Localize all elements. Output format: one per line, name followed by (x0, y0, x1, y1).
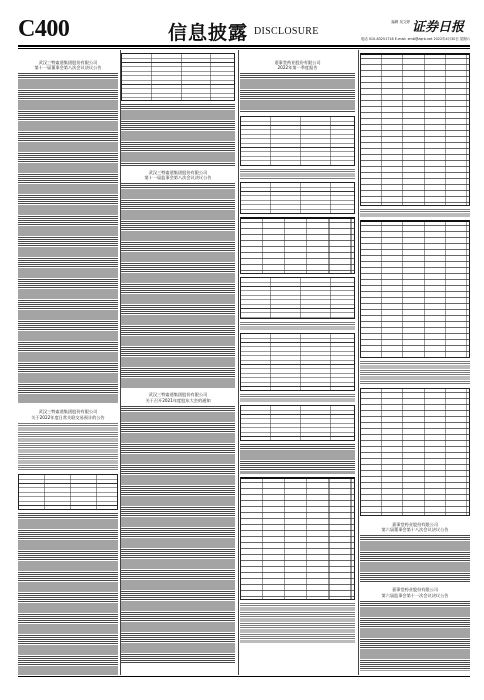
stock-code-line (240, 53, 355, 56)
article-title (360, 522, 470, 532)
masthead (18, 16, 470, 44)
data-table (18, 474, 118, 510)
article-title (18, 409, 118, 419)
article-body (121, 406, 235, 664)
data-table (360, 220, 470, 358)
section-title-english: DISCLOSURE (254, 26, 319, 37)
editor-line: 编辑 吴文婷 (391, 20, 410, 24)
article-title (18, 60, 118, 70)
article-title-line: 嘉事堂药业股份有限公司 (391, 587, 439, 593)
data-table (240, 277, 355, 319)
column-divider (238, 50, 239, 675)
data-table (121, 53, 235, 101)
section-title: 信息披露 (168, 22, 249, 44)
footer-rule (18, 676, 470, 677)
column-3 (240, 50, 355, 675)
article-title-line: 嘉事堂药业股份有限公司 (274, 60, 321, 65)
data-table (240, 477, 355, 600)
newspaper-logo: 证券日报 (411, 20, 464, 35)
data-table (240, 116, 355, 166)
article-body (240, 444, 355, 474)
column-1 (18, 50, 118, 675)
article-title-line: 第六届监事会第十一次会议决议公告 (381, 592, 449, 598)
contact-line: 电话 010-83251716 E-mail: zmb@zqrb.net 2022年4月30日 星期六 (360, 37, 470, 41)
column-divider (358, 50, 359, 675)
article-title-line: 关于2022年度日常关联交易预计的公告 (31, 414, 105, 420)
data-table (240, 333, 355, 391)
article-title-line: 嘉事堂药业股份有限公司 (391, 522, 439, 527)
article-body (121, 183, 235, 388)
article-body (121, 104, 235, 166)
article-body (360, 535, 470, 583)
article-title (360, 587, 470, 597)
article-title-line: 武汉三特索道集团股份有限公司 (148, 392, 208, 398)
masthead-right (330, 16, 470, 44)
article-body (360, 209, 470, 217)
article-body (18, 513, 118, 675)
data-table (360, 388, 470, 516)
article-body (360, 361, 470, 385)
article-title-line: 武汉三特索道集团股份有限公司 (148, 170, 208, 175)
article-body (240, 603, 355, 643)
data-table (240, 217, 355, 274)
column-divider (120, 50, 121, 675)
page-number: C400 (18, 16, 70, 42)
masthead-rule-thin (18, 48, 470, 49)
article-title-line: 关于召开2021年度股东大会的通知 (145, 397, 211, 403)
article-body (18, 73, 118, 403)
article-title (121, 392, 235, 402)
article-title-line: 武汉三特索道集团股份有限公司 (38, 409, 98, 415)
article-title (240, 60, 355, 70)
article-body (240, 73, 355, 113)
data-table (360, 53, 470, 206)
article-title-line: 武汉三特索道集团股份有限公司 (38, 60, 98, 65)
data-table (240, 405, 355, 441)
article-title-line: 第十一届监事会第八次会议决议公告 (144, 175, 212, 181)
article-body (240, 322, 355, 330)
data-table (240, 182, 355, 214)
column-2 (121, 50, 235, 675)
article-title (121, 170, 235, 180)
article-title-line: 第六届董事会第十八次会议决议公告 (381, 527, 449, 533)
article-body (240, 394, 355, 402)
article-body (360, 601, 470, 671)
article-title-line: 第十一届董事会第八次会议决议公告 (34, 65, 102, 71)
column-4 (360, 50, 470, 675)
stock-code-line (18, 53, 118, 56)
masthead-rule (18, 45, 470, 47)
article-body (18, 423, 118, 471)
article-body (240, 169, 355, 179)
article-title-line: 2022年第一季度报告 (277, 65, 318, 71)
